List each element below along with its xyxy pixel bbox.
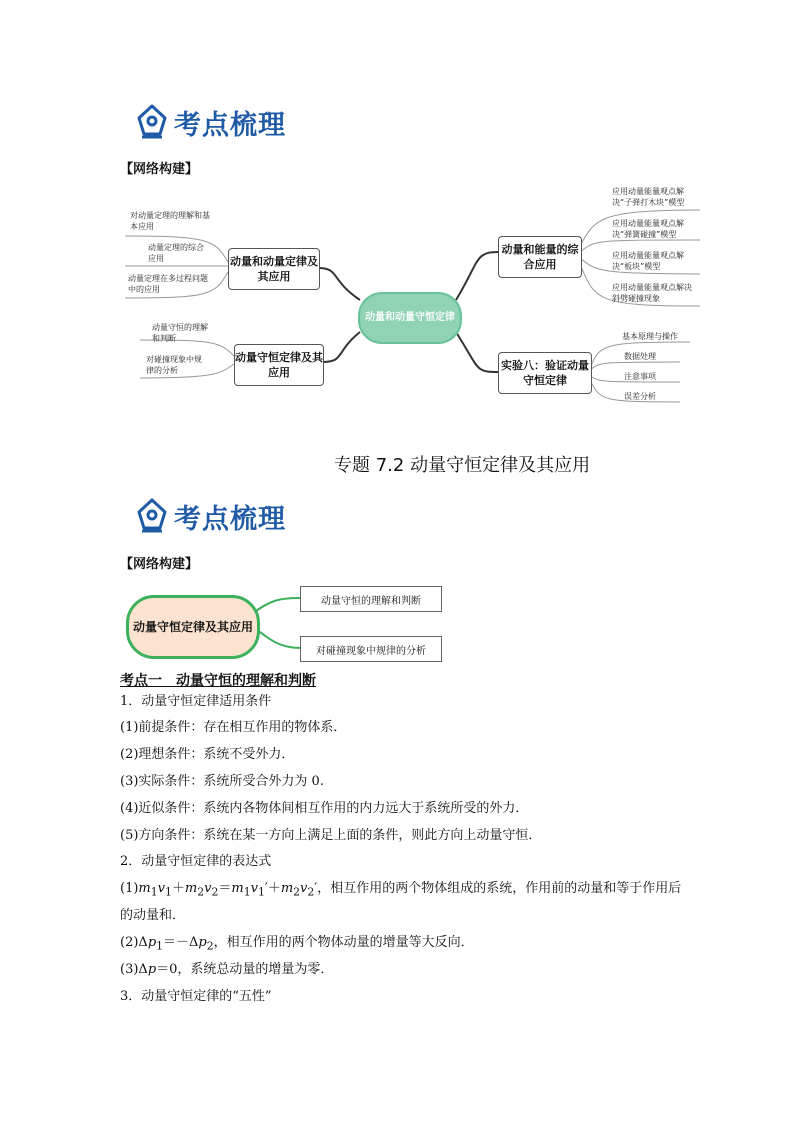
- network-label-2: 【网络构建】: [120, 557, 199, 572]
- body-line: (3)实际条件：系统所受合外力为 0.: [120, 774, 324, 789]
- body-line: (2)理想条件：系统不受外力．: [120, 747, 295, 762]
- mindmap1-leaf: 误差分析: [624, 392, 656, 401]
- mindmap1-leaf: 应用动量能量观点解决“弹簧碰撞”模型: [612, 219, 684, 239]
- mindmap1-leaf: 数据处理: [624, 352, 656, 361]
- mindmap1-leaf: 应用动量能量观点解决斜劈碰撞现象: [612, 283, 692, 303]
- mindmap1-leaf: 对碰撞现象中规律的分析: [146, 355, 202, 375]
- pen-nib-icon: [136, 498, 168, 534]
- formula-description: ，相互作用的两个物体动量的增量等大反向．: [213, 935, 474, 950]
- mindmap1-leaf: 应用动量能量观点解决“子弹打木块”模型: [612, 187, 685, 207]
- body-line: (5)方向条件：系统在某一方向上满足上面的条件，则此方向上动量守恒．: [120, 828, 542, 843]
- mindmap1-leaf: 动量守恒的理解和判断: [152, 323, 208, 343]
- document-title: 专题 7.2 动量守恒定律及其应用: [334, 455, 591, 476]
- mindmap2-root-node: 动量守恒定律及其应用: [126, 595, 260, 659]
- mindmap1-node-experiment: 实验八：验证动量守恒定律: [498, 352, 592, 394]
- section-heading-text: 考点梳理: [174, 503, 286, 535]
- mindmap1-leaf: 对动量定理的理解和基本应用: [130, 211, 210, 231]
- mindmap1-node-conservation: 动量守恒定律及其应用: [234, 344, 324, 386]
- mindmap1-leaf: 应用动量能量观点解决“板块”模型: [612, 251, 684, 271]
- network-label: 【网络构建】: [120, 162, 199, 177]
- mindmap2-leaf: 动量守恒的理解和判断: [300, 586, 442, 612]
- body-line: (1)前提条件：存在相互作用的物体系．: [120, 720, 347, 735]
- body-line-formula: (3)Δp＝0，系统总动量的增量为零．: [120, 962, 334, 977]
- mindmap1-node-momentum-theorem: 动量和动量定律及其应用: [228, 248, 320, 290]
- mindmap1-leaf: 动量定理的综合应用: [148, 243, 204, 263]
- knowledge-point-title: 考点一 动量守恒的理解和判断: [120, 673, 316, 689]
- mindmap1-leaf: 动量定理在多过程问题中的应用: [128, 274, 208, 294]
- mindmap1-leaf: 注意事项: [624, 372, 656, 381]
- section-heading-2: [136, 496, 286, 536]
- formula-description: ，相互作用的两个物体组成的系统，作用前的动量和等于作用后: [317, 881, 682, 896]
- mindmap2-leaf: 对碰撞现象中规律的分析: [300, 636, 442, 662]
- body-line: 2．动量守恒定律的表达式: [120, 854, 272, 869]
- formula-description: ，系统总动量的增量为零．: [177, 962, 334, 977]
- mindmap1-leaf: 基本原理与操作: [622, 332, 678, 341]
- mindmap1-center-node: 动量和动量守恒定律: [358, 292, 462, 344]
- body-line: 1．动量守恒定律适用条件: [120, 694, 272, 709]
- body-line-formula: $(1)m_1v_1+m_2v_2=m_1v_1'+m_2v_2'$，相互作用的两个物体组成的系统，作用前的动量和等于作用后: [120, 881, 682, 899]
- body-line-formula: $(2)\Delta p_1=-\Delta p_2$，相互作用的两个物体动量的增量等大反向．: [120, 935, 474, 953]
- mindmap1-node-energy: 动量和能量的综合应用: [498, 236, 582, 278]
- body-line: (4)近似条件：系统内各物体间相互作用的内力远大于系统所受的外力．: [120, 801, 529, 816]
- body-line: 的动量和．: [120, 908, 186, 923]
- section-heading-text: 考点梳理: [174, 109, 286, 141]
- body-line: 3．动量守恒定律的“五性”: [120, 989, 272, 1004]
